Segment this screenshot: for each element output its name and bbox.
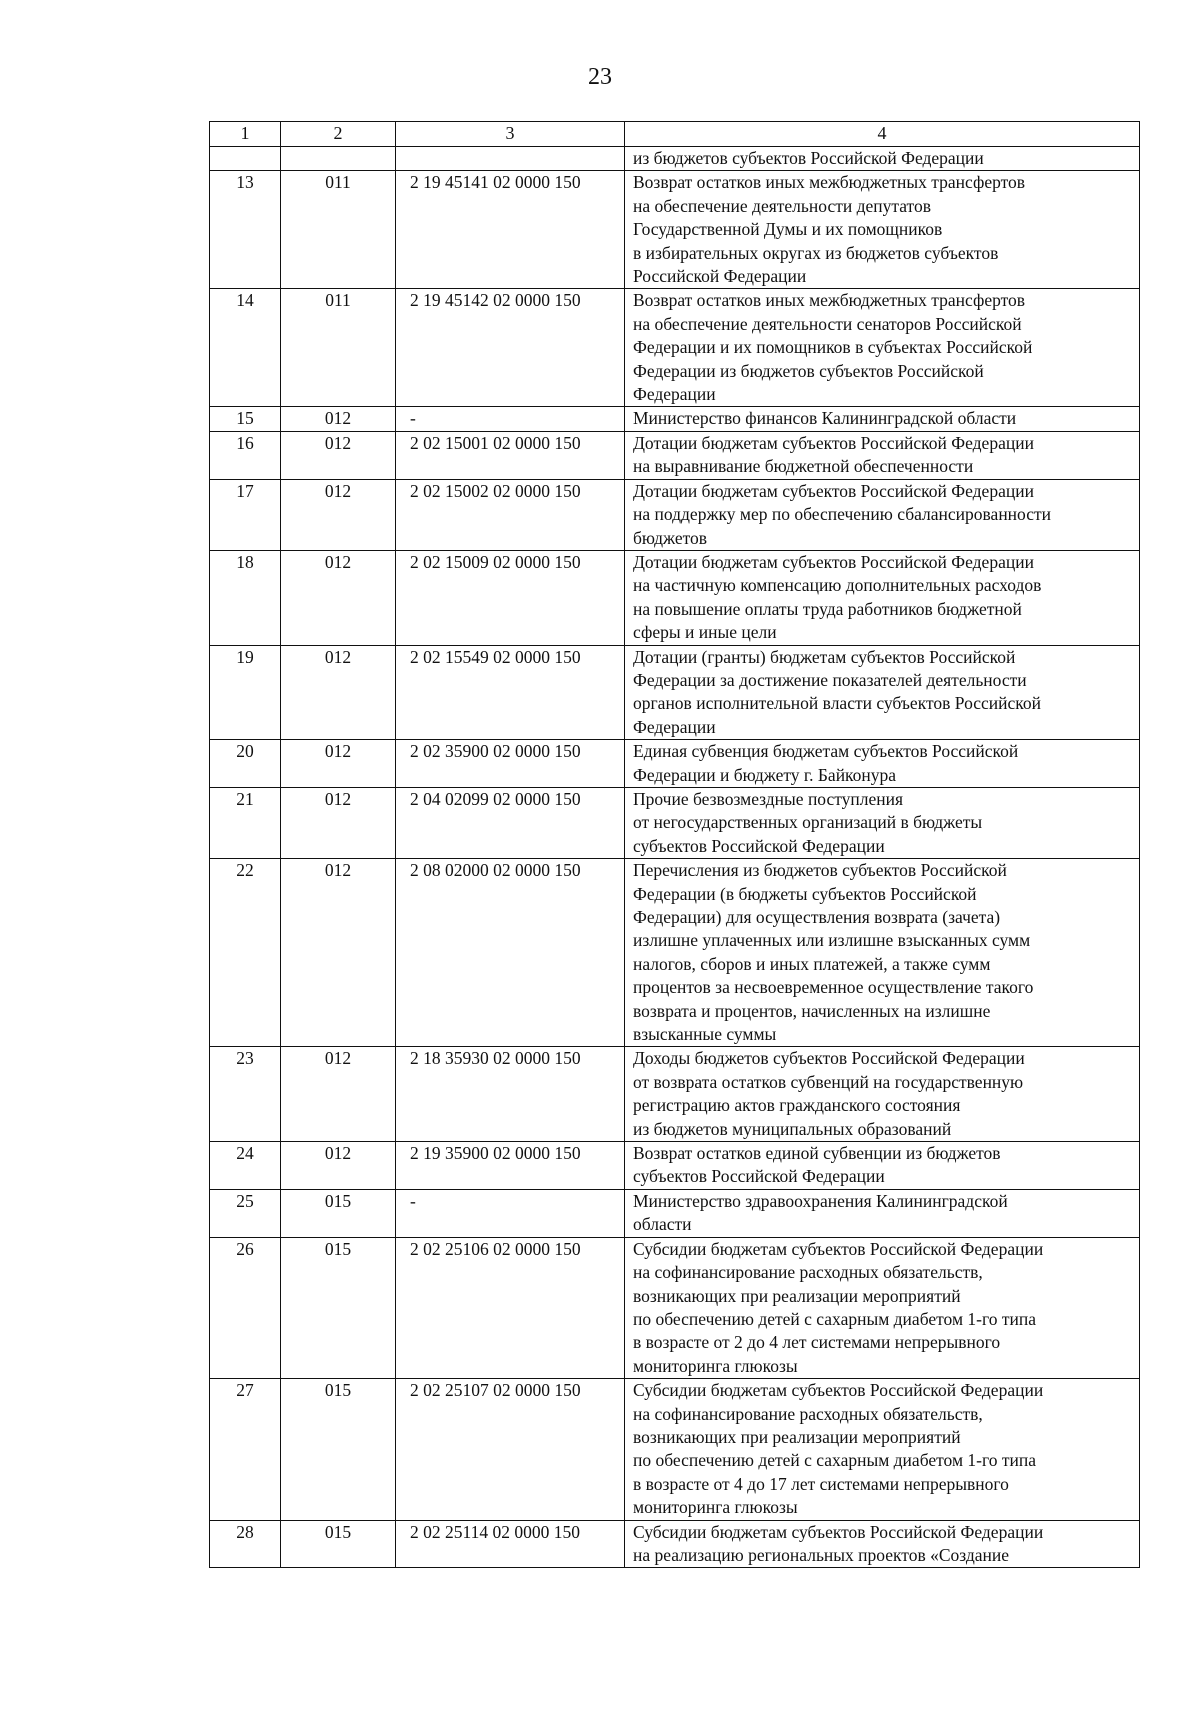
description-line: из бюджетов субъектов Российской Федерации — [633, 148, 984, 168]
row-number-cell: 16 — [210, 431, 281, 479]
budget-code-cell: 2 02 15009 02 0000 150 — [396, 550, 625, 645]
description-line: мониторинга глюкозы — [633, 1497, 798, 1518]
description-line: Единая субвенция бюджетам субъектов Российской — [633, 741, 1019, 762]
table-row — [210, 740, 1140, 788]
description-line: на частичную компенсацию дополнительных расходов — [633, 575, 1042, 596]
table-row — [210, 787, 1140, 858]
description-cell — [625, 550, 1140, 645]
budget-code-cell: 2 19 45142 02 0000 150 — [396, 289, 625, 407]
description-line: на поддержку мер по обеспечению сбалансированности — [633, 504, 1052, 525]
description-cell — [625, 859, 1140, 1047]
column-header-1: 1 — [210, 122, 281, 147]
description-line: Возврат остатков иных межбюджетных трансфертов — [633, 290, 1026, 311]
table-row — [210, 171, 1140, 289]
description-line: Федерации (в бюджеты субъектов Российской — [633, 883, 977, 904]
table-row — [210, 479, 1140, 550]
row-number-cell: 19 — [210, 645, 281, 740]
table-row — [210, 645, 1140, 740]
budget-code-cell: 2 19 45141 02 0000 150 — [396, 171, 625, 289]
admin-code-cell: 015 — [281, 1189, 396, 1237]
description-line: Субсидии бюджетам субъектов Российской Федерации — [633, 1238, 1044, 1259]
description-line: на софинансирование расходных обязательств, — [633, 1262, 983, 1283]
budget-code-cell: 2 04 02099 02 0000 150 — [396, 787, 625, 858]
description-line: излишне уплаченных или излишне взысканных сумм — [633, 930, 1031, 951]
description-line: регистрацию актов гражданского состояния — [633, 1095, 961, 1116]
budget-code-cell: - — [396, 1189, 625, 1237]
row-number-cell: 22 — [210, 859, 281, 1047]
description-line: Министерство здравоохранения Калининградской — [633, 1190, 1008, 1211]
table-row — [210, 431, 1140, 479]
budget-revenue-table — [209, 121, 1140, 1568]
table-row — [210, 407, 1140, 431]
budget-code-cell: 2 02 15549 02 0000 150 — [396, 645, 625, 740]
row-number-cell: 13 — [210, 171, 281, 289]
column-header-4: 4 — [625, 122, 1140, 147]
admin-code-cell: 012 — [281, 740, 396, 788]
description-line: в избирательных округах из бюджетов субъектов — [633, 242, 999, 263]
row-number-cell: 14 — [210, 289, 281, 407]
description-cell — [625, 479, 1140, 550]
description-cell — [625, 1520, 1140, 1568]
table-row — [210, 859, 1140, 1047]
table-row — [210, 1047, 1140, 1142]
description-line: мониторинга глюкозы — [633, 1355, 798, 1376]
description-line: на обеспечение деятельности сенаторов Российской — [633, 313, 1022, 334]
admin-code-cell: 012 — [281, 859, 396, 1047]
description-line: Дотации бюджетам субъектов Российской Федерации — [633, 551, 1034, 572]
table-row — [210, 1237, 1140, 1378]
table-row — [210, 1142, 1140, 1190]
admin-code-cell: 012 — [281, 1047, 396, 1142]
row-number-cell: 20 — [210, 740, 281, 788]
description-line: Федерации — [633, 384, 716, 405]
description-cell — [625, 1142, 1140, 1190]
description-line: налогов, сборов и иных платежей, а также сумм — [633, 953, 991, 974]
description-line: области — [633, 1214, 692, 1235]
table-row — [210, 147, 1140, 171]
row-number-cell: 25 — [210, 1189, 281, 1237]
description-line: на софинансирование расходных обязательств, — [633, 1403, 983, 1424]
table-row — [210, 1520, 1140, 1568]
column-header-2: 2 — [281, 122, 396, 147]
description-cell — [625, 1047, 1140, 1142]
row-number-cell: 27 — [210, 1379, 281, 1520]
description-cell — [625, 431, 1140, 479]
admin-code-cell — [281, 147, 396, 171]
description-line: Федерации и их помощников в субъектах Российской — [633, 337, 1033, 358]
header-row — [210, 122, 1140, 147]
description-line: Дотации (гранты) бюджетам субъектов Российской — [633, 646, 1016, 667]
admin-code-cell: 015 — [281, 1520, 396, 1568]
description-line: Субсидии бюджетам субъектов Российской Федерации — [633, 1521, 1044, 1542]
budget-code-cell: 2 02 15001 02 0000 150 — [396, 431, 625, 479]
description-line: на обеспечение деятельности депутатов — [633, 195, 931, 216]
admin-code-cell: 012 — [281, 550, 396, 645]
description-line: на повышение оплаты труда работников бюджетной — [633, 598, 1022, 619]
admin-code-cell: 012 — [281, 645, 396, 740]
description-line: в возрасте от 2 до 4 лет системами непрерывного — [633, 1332, 1001, 1353]
admin-code-cell: 015 — [281, 1237, 396, 1378]
row-number-cell: 21 — [210, 787, 281, 858]
admin-code-cell: 012 — [281, 787, 396, 858]
budget-code-cell: 2 08 02000 02 0000 150 — [396, 859, 625, 1047]
description-cell — [625, 740, 1140, 788]
description-line: от возврата остатков субвенций на государственную — [633, 1071, 1024, 1092]
table-body — [210, 147, 1140, 1568]
budget-code-cell: 2 02 15002 02 0000 150 — [396, 479, 625, 550]
description-line: из бюджетов муниципальных образований — [633, 1118, 952, 1139]
description-line: субъектов Российской Федерации — [633, 835, 885, 856]
description-line: Федерации) для осуществления возврата (зачета) — [633, 907, 1001, 927]
budget-code-cell — [396, 147, 625, 171]
description-line: Дотации бюджетам субъектов Российской Федерации — [633, 480, 1034, 501]
row-number-cell: 15 — [210, 407, 281, 431]
description-line: Государственной Думы и их помощников — [633, 219, 943, 240]
budget-code-cell: 2 18 35930 02 0000 150 — [396, 1047, 625, 1142]
row-number-cell: 28 — [210, 1520, 281, 1568]
description-line: возникающих при реализации мероприятий — [633, 1285, 961, 1306]
table-row — [210, 1379, 1140, 1520]
description-cell — [625, 645, 1140, 740]
description-line: Федерации — [633, 716, 716, 737]
description-line: субъектов Российской Федерации — [633, 1166, 885, 1187]
table-row — [210, 1189, 1140, 1237]
description-line: сферы и иные цели — [633, 622, 777, 643]
budget-code-cell: 2 02 25106 02 0000 150 — [396, 1237, 625, 1378]
row-number-cell: 24 — [210, 1142, 281, 1190]
description-line: процентов за несвоевременное осуществление такого — [633, 977, 1034, 998]
column-header-3: 3 — [396, 122, 625, 147]
description-line: Федерации из бюджетов субъектов Российской — [633, 360, 984, 381]
description-line: Прочие безвозмездные поступления — [633, 788, 904, 809]
page-number: 23 — [588, 64, 612, 90]
description-cell — [625, 1237, 1140, 1378]
row-number-cell: 26 — [210, 1237, 281, 1378]
description-line: возврата и процентов, начисленных на излишне — [633, 1000, 991, 1021]
budget-code-cell: 2 02 25107 02 0000 150 — [396, 1379, 625, 1520]
description-line: в возрасте от 4 до 17 лет системами непрерывного — [633, 1473, 1009, 1494]
admin-code-cell: 015 — [281, 1379, 396, 1520]
admin-code-cell: 012 — [281, 1142, 396, 1190]
admin-code-cell: 011 — [281, 171, 396, 289]
description-line: бюджетов — [633, 527, 708, 548]
description-cell — [625, 171, 1140, 289]
admin-code-cell: 012 — [281, 407, 396, 431]
admin-code-cell: 011 — [281, 289, 396, 407]
description-line: взысканные суммы — [633, 1024, 777, 1045]
description-line: органов исполнительной власти субъектов Российской — [633, 693, 1042, 714]
description-cell — [625, 787, 1140, 858]
description-line: Перечисления из бюджетов субъектов Российской — [633, 860, 1007, 881]
row-number-cell: 17 — [210, 479, 281, 550]
description-line: Доходы бюджетов субъектов Российской Федерации — [633, 1048, 1025, 1069]
description-line: Министерство финансов Калининградской области — [633, 408, 1017, 429]
row-number-cell — [210, 147, 281, 171]
description-line: Федерации за достижение показателей деятельности — [633, 669, 1027, 690]
row-number-cell: 23 — [210, 1047, 281, 1142]
description-cell — [625, 147, 1140, 171]
description-cell — [625, 1189, 1140, 1237]
description-line: на реализацию региональных проектов «Создание — [633, 1544, 1010, 1565]
description-line: Возврат остатков иных межбюджетных трансфертов — [633, 172, 1026, 193]
description-line: Дотации бюджетам субъектов Российской Федерации — [633, 432, 1034, 453]
description-cell — [625, 407, 1140, 431]
row-number-cell: 18 — [210, 550, 281, 645]
description-line: Федерации и бюджету г. Байконура — [633, 764, 897, 785]
description-cell — [625, 1379, 1140, 1520]
budget-code-cell: 2 02 25114 02 0000 150 — [396, 1520, 625, 1568]
description-line: Субсидии бюджетам субъектов Российской Федерации — [633, 1380, 1044, 1401]
description-line: от негосударственных организаций в бюджеты — [633, 812, 983, 833]
description-line: по обеспечению детей с сахарным диабетом 1-го типа — [633, 1450, 1037, 1471]
table-row — [210, 289, 1140, 407]
description-cell — [625, 289, 1140, 407]
description-line: возникающих при реализации мероприятий — [633, 1426, 961, 1447]
description-line: на выравнивание бюджетной обеспеченности — [633, 456, 974, 477]
description-line: по обеспечению детей с сахарным диабетом 1-го типа — [633, 1308, 1037, 1329]
description-line: Российской Федерации — [633, 266, 807, 287]
description-line: Возврат остатков единой субвенции из бюджетов — [633, 1143, 1001, 1164]
table-header — [210, 122, 1140, 147]
admin-code-cell: 012 — [281, 431, 396, 479]
budget-code-cell: 2 19 35900 02 0000 150 — [396, 1142, 625, 1190]
budget-code-cell: - — [396, 407, 625, 431]
admin-code-cell: 012 — [281, 479, 396, 550]
budget-code-cell: 2 02 35900 02 0000 150 — [396, 740, 625, 788]
table-row — [210, 550, 1140, 645]
